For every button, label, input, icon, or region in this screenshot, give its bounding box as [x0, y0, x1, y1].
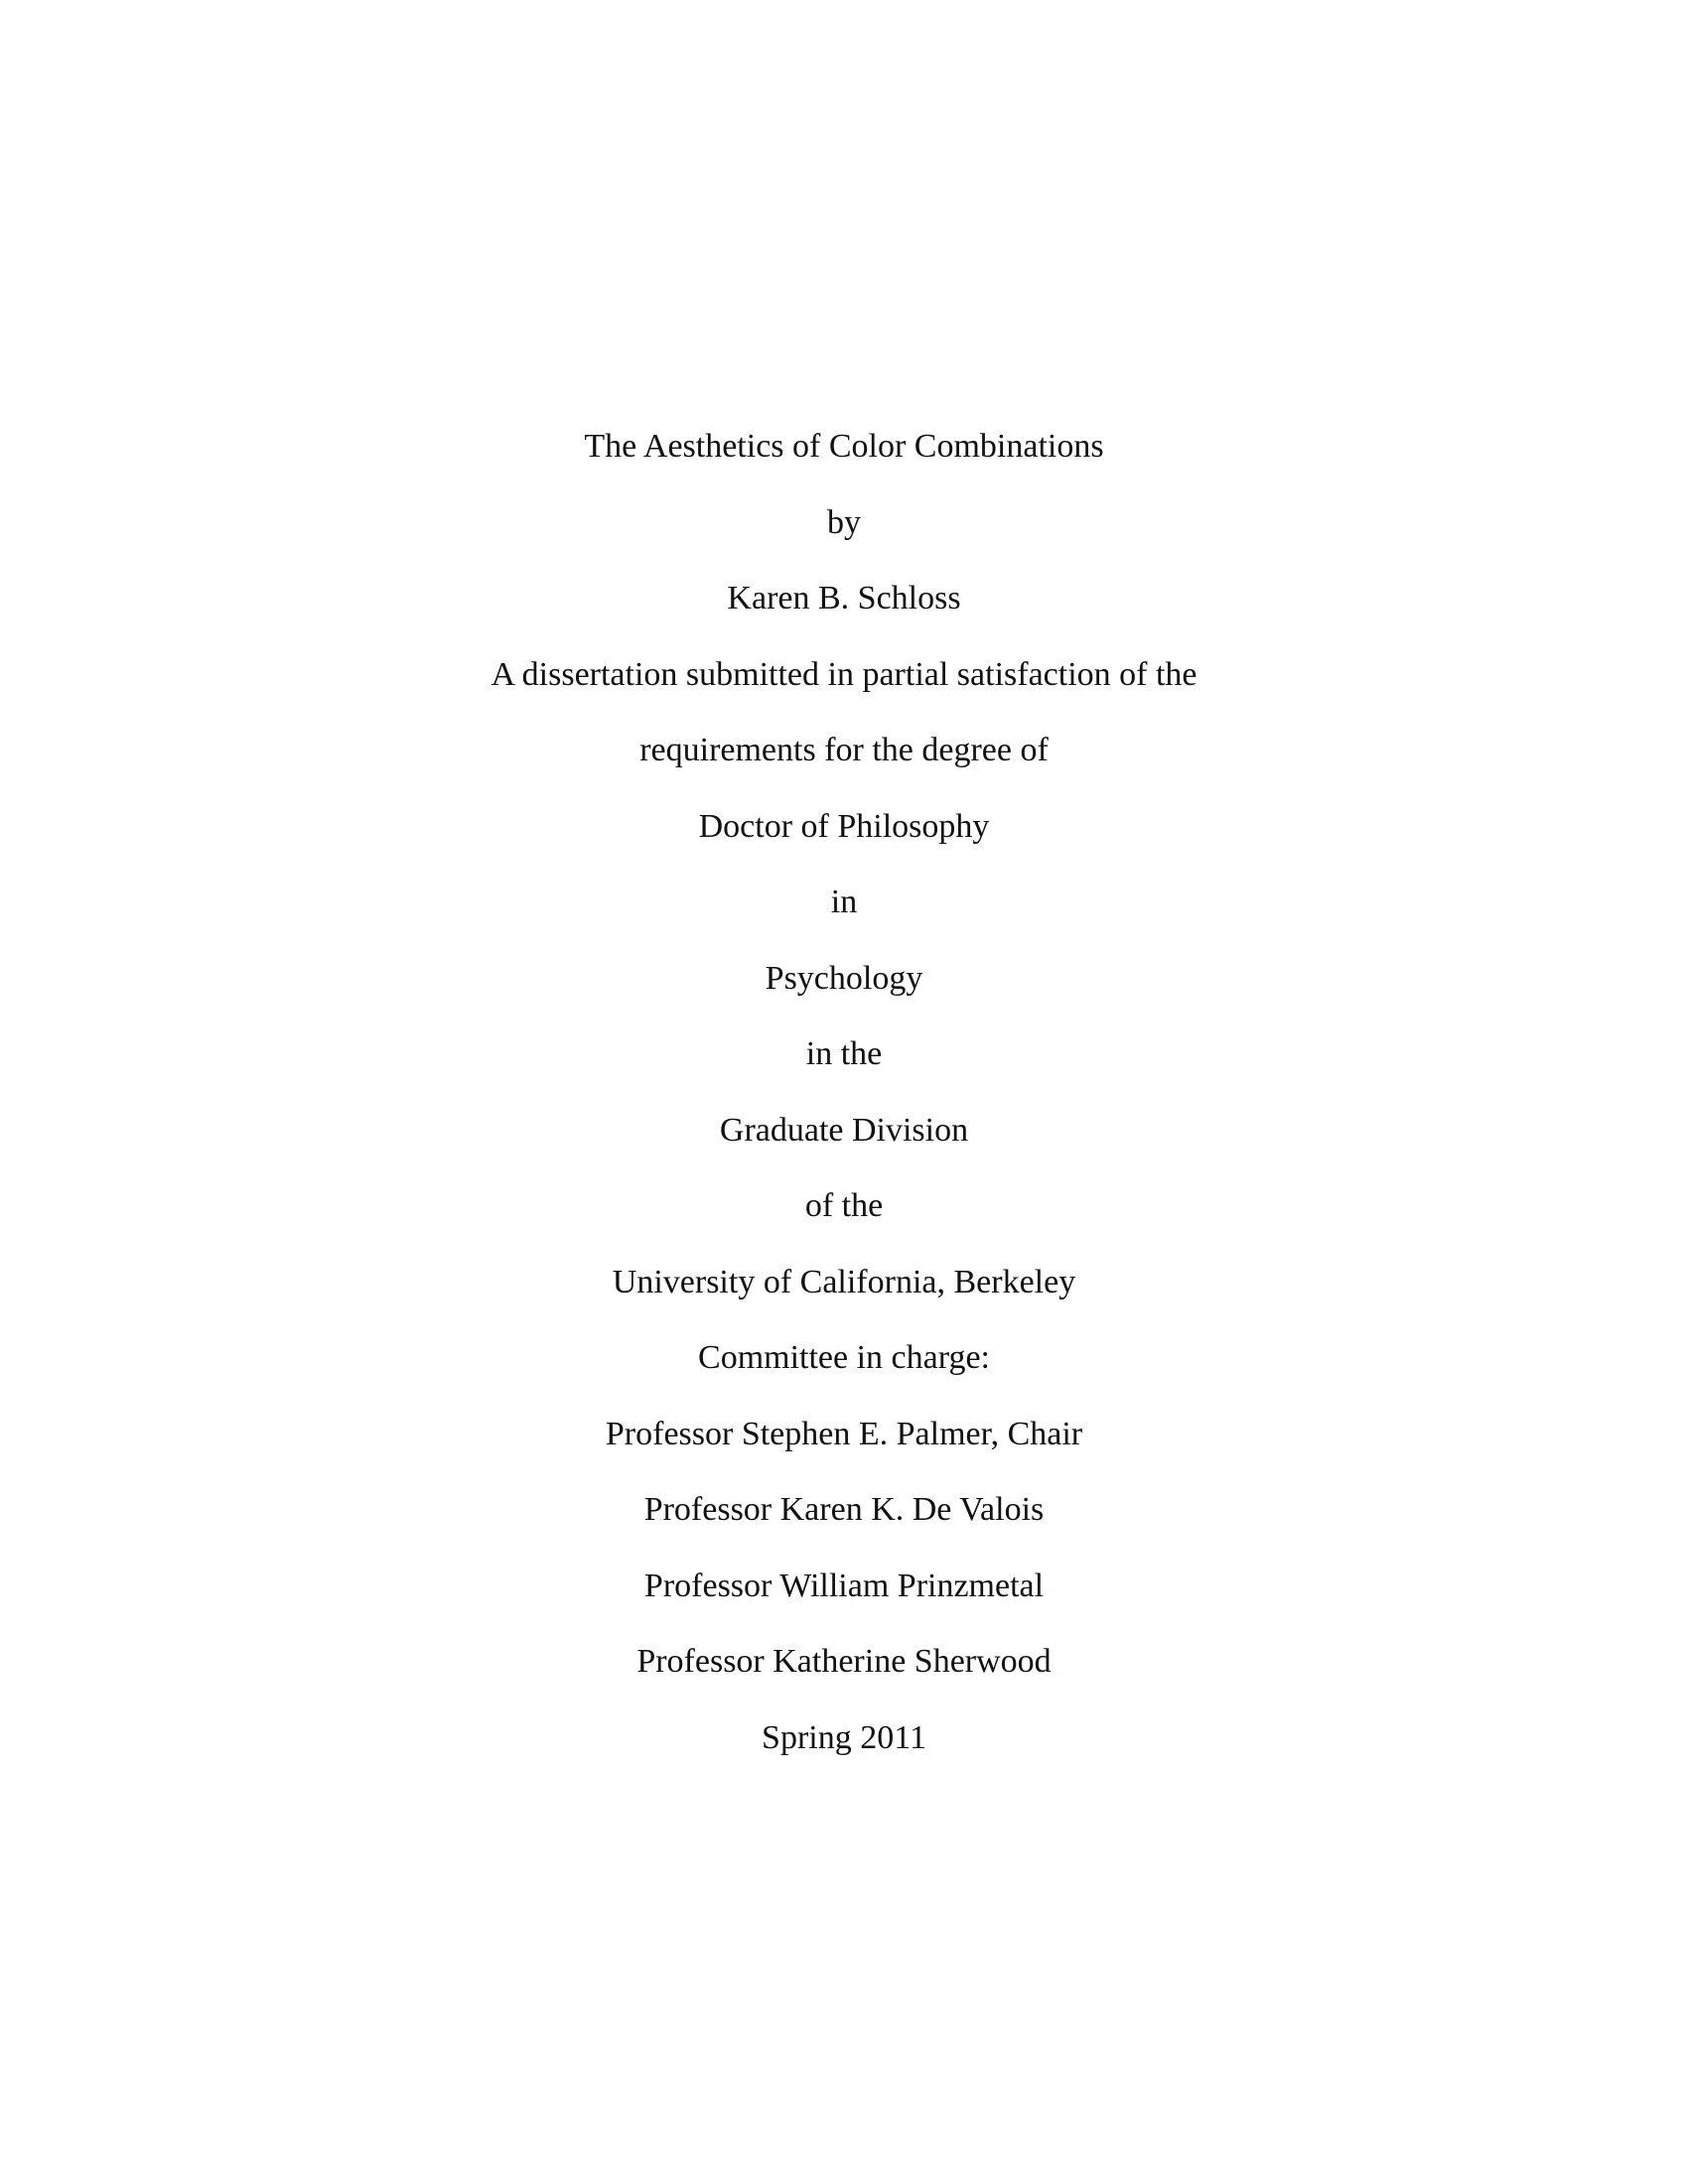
committee-member: Professor Stephen E. Palmer, Chair [605, 1415, 1083, 1452]
submission-date: Spring 2011 [762, 1718, 926, 1756]
submission-statement-line-2: requirements for the degree of [639, 732, 1049, 768]
committee-member: Professor Karen K. De Valois [643, 1491, 1045, 1528]
degree-name: Doctor of Philosophy [698, 807, 990, 845]
field-of-study: Psychology [765, 959, 923, 997]
by-line: by [827, 503, 861, 541]
dissertation-title-page [0, 421, 1688, 1788]
committee-heading: Committee in charge: [698, 1339, 990, 1376]
university-name: University of California, Berkeley [612, 1263, 1076, 1300]
of-the-line: of the [804, 1187, 884, 1224]
committee-member: Professor William Prinzmetal [643, 1567, 1045, 1604]
committee-member: Professor Katherine Sherwood [636, 1643, 1052, 1680]
dissertation-title: The Aesthetics of Color Combinations [584, 428, 1104, 465]
author-name: Karen B. Schloss [727, 580, 961, 616]
in-line: in [830, 884, 858, 920]
in-the-line: in the [805, 1035, 883, 1072]
division-name: Graduate Division [719, 1111, 969, 1149]
submission-statement-line-1: A dissertation submitted in partial satisfaction of the [491, 655, 1197, 693]
